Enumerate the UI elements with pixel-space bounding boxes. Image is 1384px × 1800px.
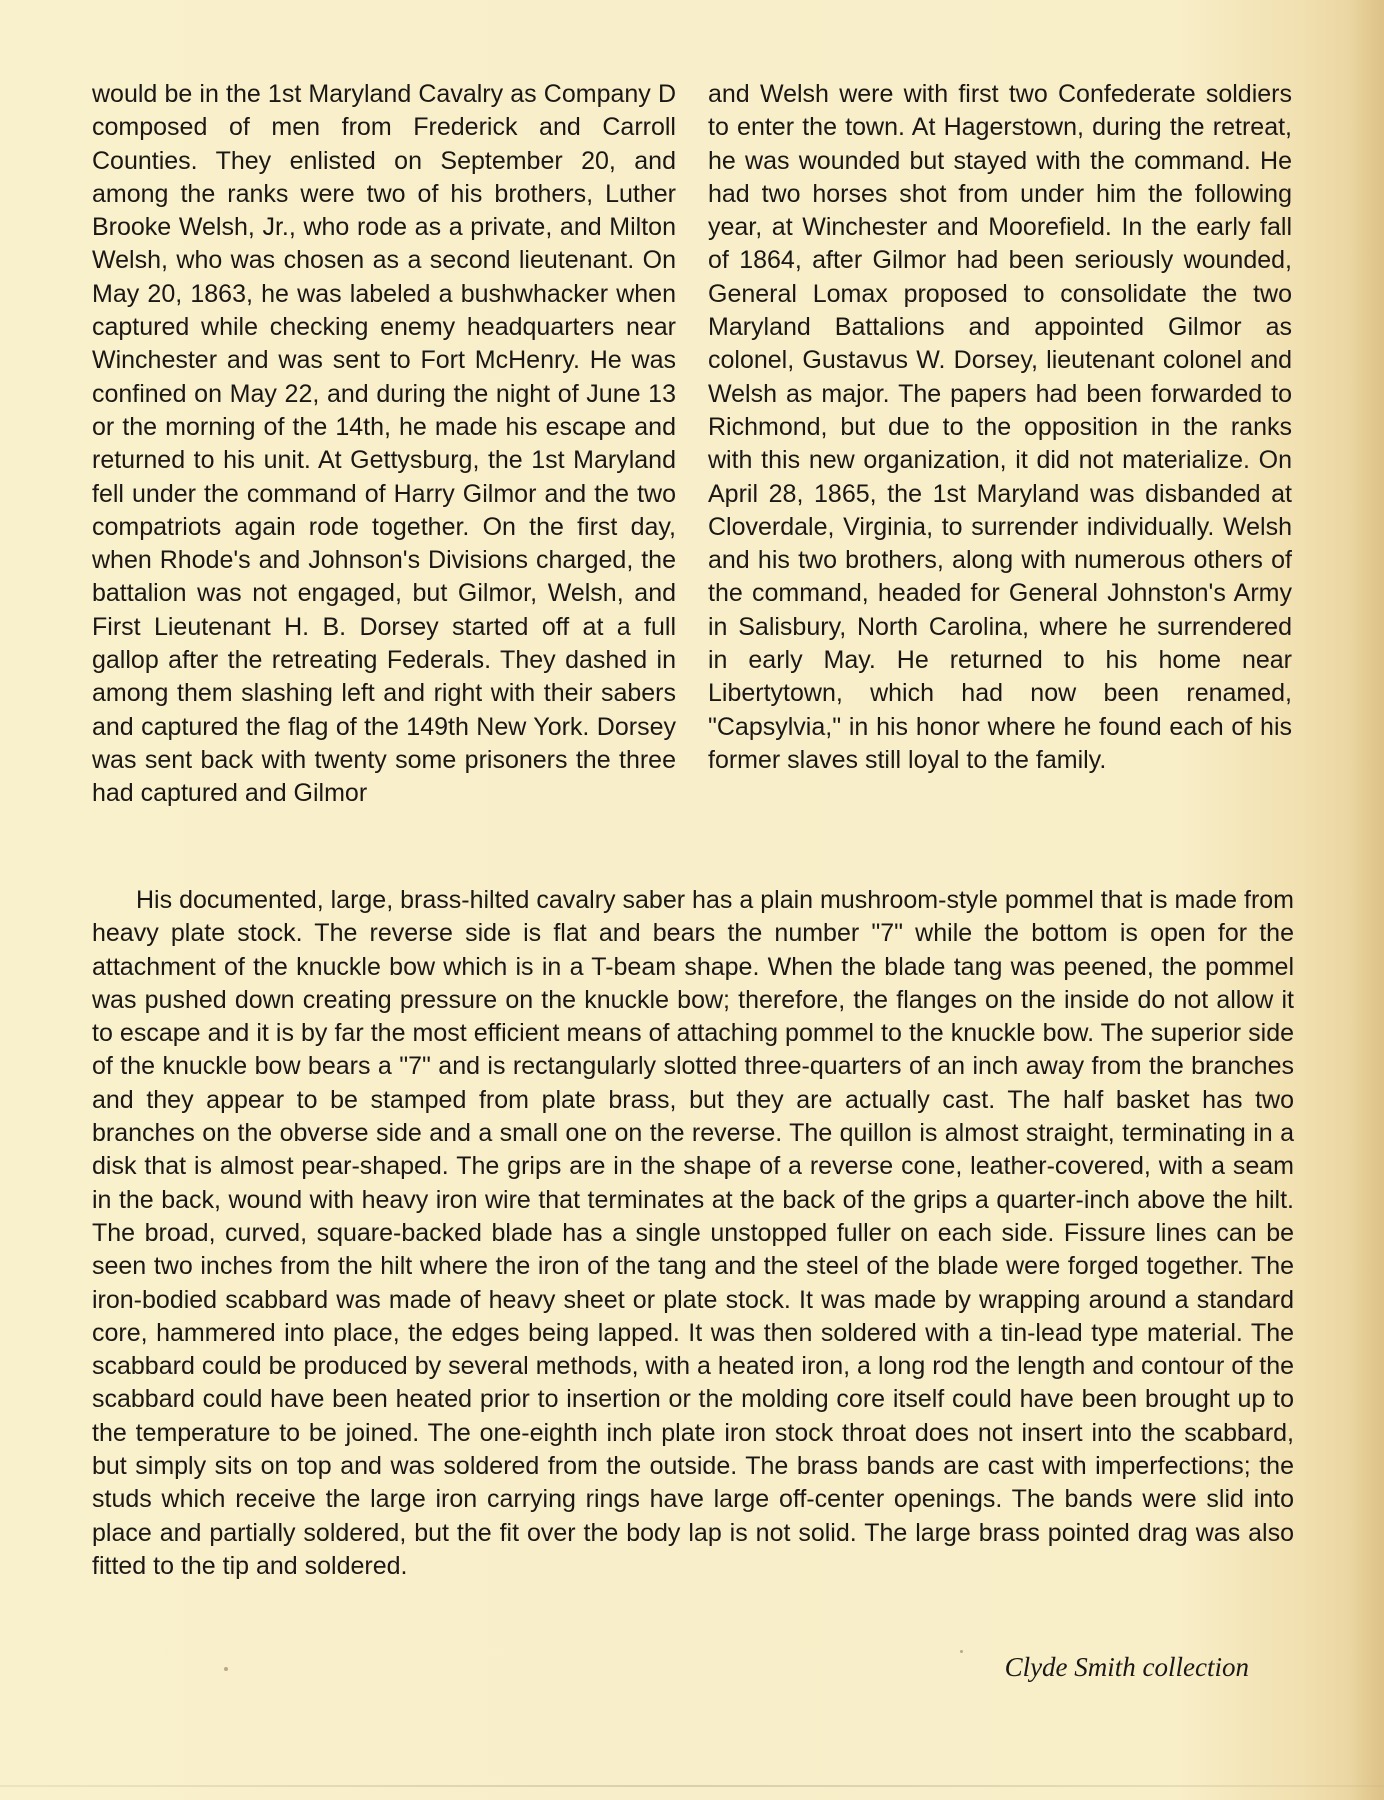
right-column-text: and Welsh were with first two Confederate soldiers to enter the town. At Hagerstown, during the retreat, he was wounded but stayed with the command. He had two horses shot from under him the following year, at Winchester and Moorefield. In the early fall of 1864, after Gilmor had been seriously wounded, General Lomax proposed to consolidate the two Maryland Battalions and appointed Gilmor as colonel, Gustavus W. Dorsey, lieutenant colonel and Welsh as major. The papers had been forwarded to Richmond, but due to the opposition in the ranks with this new organization, it did not materialize. On April 28, 1865, the 1st Maryland was disbanded at Cloverdale, Virginia, to surrender individually. Welsh and his two brothers, along with numerous others of the command, headed for General Johnston's Army in Salisbury, North Carolina, where he surrendered in early May. He returned to his home near Libertytown, which had now been renamed, "Capsylvia," in his honor where he found each of his former slaves still loyal to the family. (708, 80, 1292, 774)
saber-description-text: His documented, large, brass-hilted cavalry saber has a plain mushroom-style pommel that is made from heavy plate stock. The reverse side is flat and bears the number "7" while the bottom is open for the attachment of the knuckle bow which is in a T-beam shape. When the blade tang was peened, the pommel was pushed down creating pressure on the knuckle bow; therefore, the flanges on the inside do not allow it to escape and it is by far the most efficient means of attaching pommel to the knuckle bow. The superior side of the knuckle bow bears a "7" and is rectangularly slotted three-quarters of an inch away from the branches and they appear to be stamped from plate brass, but they are actually cast. The half basket has two branches on the obverse side and a small one on the reverse. The quillon is almost straight, terminating in a disk that is almost pear-shaped. The grips are in the shape of a reverse cone, leather-covered, with a seam in the back, wound with heavy iron wire that terminates at the back of the grips a quarter-inch above the hilt. The broad, curved, square-backed blade has a single unstopped fuller on each side. Fissure lines can be seen two inches from the hilt where the iron of the tang and the steel of the blade were forged together. The iron-bodied scabbard was made of heavy sheet or plate stock. It was made by wrapping around a standard core, hammered into place, the edges being lapped. It was then soldered with a tin-lead type material. The scabbard could be produced by several methods, with a heated iron, a long rod the length and contour of the scabbard could have been heated prior to insertion or the molding core itself could have been brought up to the temperature to be joined. The one-eighth inch plate iron stock throat does not insert into the scabbard, but simply sits on top and was soldered from the outside. The brass bands are cast with imperfections; the studs which receive the large iron carrying rings have large off-center openings. The bands were slid into place and partially soldered, but the fit over the body lap is not solid. The large brass pointed drag was also fitted to the tip and soldered. (92, 886, 1294, 1580)
paper-speck (960, 1650, 963, 1653)
page-bottom-rule (0, 1785, 1384, 1787)
right-column (708, 78, 1292, 811)
photo-caption: Clyde Smith collection (1004, 1652, 1249, 1682)
page-edge-shadow (1350, 0, 1384, 1800)
saber-description (92, 884, 1294, 1583)
two-column-text (92, 78, 1292, 811)
left-column-text: would be in the 1st Maryland Cavalry as Company D composed of men from Frederick and Carroll Counties. They enlisted on September 20, and among the ranks were two of his brothers, Luther Brooke Welsh, Jr., who rode as a private, and Milton Welsh, who was chosen as a second lieutenant. On May 20, 1863, he was labeled a bushwhacker when captured while checking enemy headquarters near Winchester and was sent to Fort McHenry. He was confined on May 22, and during the night of June 13 or the morning of the 14th, he made his escape and returned to his unit. At Gettysburg, the 1st Maryland fell under the command of Harry Gilmor and the two compatriots again rode together. On the first day, when Rhode's and Johnson's Divisions charged, the battalion was not engaged, but Gilmor, Welsh, and First Lieutenant H. B. Dorsey started off at a full gallop after the retreating Federals. They dashed in among them slashing left and right with their sabers and captured the flag of the 149th New York. Dorsey was sent back with twenty some prisoners the three had captured and Gilmor (92, 80, 676, 808)
left-column (92, 78, 676, 811)
paper-speck (224, 1667, 228, 1671)
